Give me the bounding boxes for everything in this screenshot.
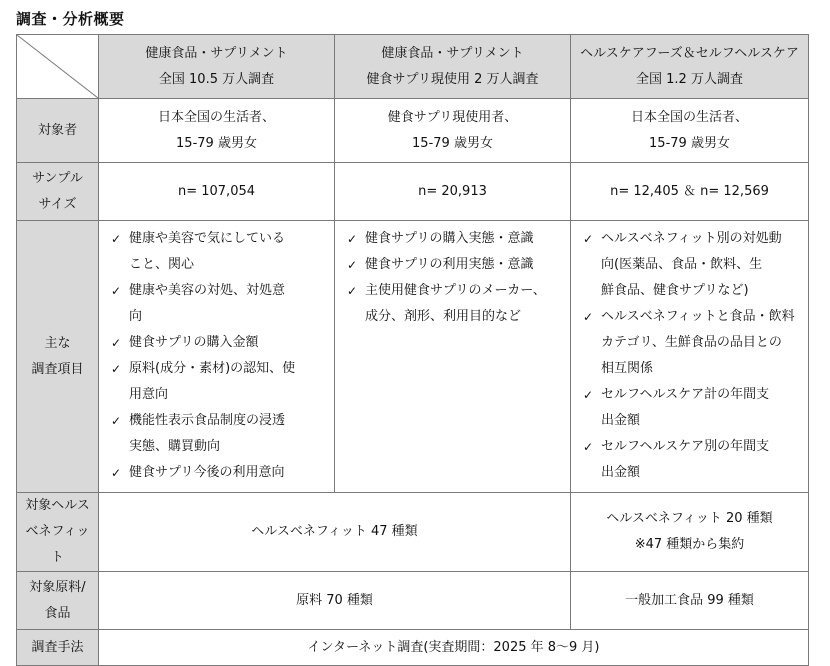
check-icon: ✓: [583, 440, 594, 454]
cell-line: 15-79 歳男女: [412, 135, 493, 151]
column-header-current-users: [335, 35, 571, 99]
survey-item-text: 鮮食品、健食サプリなど): [601, 283, 749, 298]
material-row: [17, 572, 809, 630]
cell-line: ヘルスベネフィット 20 種類: [606, 511, 773, 526]
column-header-healthcare-foods: [571, 35, 809, 99]
check-icon: ✓: [583, 232, 594, 246]
row-header-material: [17, 572, 99, 630]
cell-line: ※47 種類から集約: [634, 537, 745, 552]
benefit-cell-3: [571, 493, 809, 572]
check-icon: ✓: [347, 258, 358, 272]
survey-item-text: 向: [129, 309, 143, 324]
row-header-line: 主な: [44, 335, 71, 351]
row-header-benefit: [17, 493, 99, 572]
row-header-line: 調査項目: [31, 361, 84, 377]
check-icon: ✓: [111, 284, 122, 298]
method-row: [17, 630, 809, 666]
column-header-line2: 全国 1.2 万人調査: [636, 71, 743, 87]
survey-item: [579, 226, 800, 304]
diagonal-line: [17, 35, 98, 98]
cell-line: 健食サプリ現使用者、: [387, 109, 518, 125]
survey-item-text: 健食サプリの利用実態・意識: [365, 257, 534, 272]
check-icon: ✓: [111, 232, 122, 246]
column-header-line1: 健康食品・サプリメント: [145, 45, 288, 61]
sample-cell-3: n= 12,405 ＆ n= 12,569: [571, 163, 809, 221]
sample-cell-2: n= 20,913: [335, 163, 571, 221]
cell-line: 15-79 歳男女: [649, 135, 730, 151]
row-header-line: 食品: [44, 605, 71, 621]
survey-item-text: カテゴリ、生鮮食品の品目との: [601, 335, 782, 350]
survey-item-text: 成分、剤形、利用目的など: [365, 309, 522, 324]
survey-item-text: 出金額: [601, 413, 641, 428]
survey-item: [343, 252, 562, 278]
survey-item: [107, 226, 326, 278]
check-icon: ✓: [111, 414, 122, 428]
cell-line: 15-79 歳男女: [176, 135, 257, 151]
benefit-row: [17, 493, 809, 572]
row-header-method: 調査手法: [17, 630, 99, 666]
survey-item-text: セルフヘルスケア別の年間支: [601, 439, 770, 454]
row-header-line: 対象ヘルス: [25, 498, 90, 513]
sample-row: [17, 163, 809, 221]
target-cell-3: [571, 99, 809, 163]
survey-item-text: 主使用健食サプリのメーカー、: [365, 283, 546, 298]
survey-item: [343, 278, 562, 330]
cell-line: 日本全国の生活者、: [157, 109, 275, 125]
survey-item-text: 向(医薬品、食品・飲料、生: [601, 257, 763, 272]
target-cell-1: [99, 99, 335, 163]
row-header-line: サンプル: [32, 170, 83, 186]
survey-item-text: 実態、購買動向: [129, 439, 221, 454]
row-header-line: 対象原料/: [29, 579, 86, 595]
row-header-sample: [17, 163, 99, 221]
survey-item-text: ヘルスベネフィット別の対処動: [601, 231, 782, 246]
items-cell-3: [571, 221, 809, 493]
survey-item: [107, 356, 326, 408]
survey-item: [579, 382, 800, 434]
check-icon: ✓: [583, 310, 594, 324]
check-icon: ✓: [111, 466, 122, 480]
survey-item-text: 機能性表示食品制度の浸透: [129, 413, 286, 428]
sample-cell-1: n= 107,054: [99, 163, 335, 221]
survey-item-text: 健康や美容の対処、対処意: [129, 283, 286, 298]
check-icon: ✓: [347, 232, 358, 246]
page-title: 調査・分析概要: [16, 10, 125, 28]
row-header-target: 対象者: [17, 99, 99, 163]
survey-item-text: 健食サプリの購入実態・意識: [365, 231, 534, 246]
survey-item-list: [107, 226, 326, 486]
items-cell-1: [99, 221, 335, 493]
survey-item: [107, 278, 326, 330]
survey-item-text: 健康や美容で気にしている: [129, 231, 286, 246]
survey-item-text: 健食サプリの購入金額: [129, 335, 259, 350]
benefit-cell-merged: ヘルスベネフィット 47 種類: [99, 493, 571, 572]
target-cell-2: [335, 99, 571, 163]
corner-cell: [17, 35, 99, 99]
items-cell-2: [335, 221, 571, 493]
survey-item: [579, 434, 800, 486]
target-row: [17, 99, 809, 163]
survey-item-text: こと、関心: [129, 257, 195, 272]
survey-item: [107, 330, 326, 356]
check-icon: ✓: [583, 388, 594, 402]
check-icon: ✓: [111, 336, 122, 350]
header-row: [17, 35, 809, 99]
survey-item-text: ヘルスベネフィットと食品・飲料: [601, 309, 795, 324]
survey-item: [107, 408, 326, 460]
row-header-line: ベネフィット: [25, 524, 90, 565]
survey-item-text: 相互関係: [601, 361, 654, 376]
survey-overview-table: [16, 34, 809, 666]
column-header-line1: 健康食品・サプリメント: [381, 45, 524, 61]
survey-item: [107, 460, 326, 486]
column-header-line2: 全国 10.5 万人調査: [158, 71, 275, 87]
items-row: [17, 221, 809, 493]
column-header-nationwide: [99, 35, 335, 99]
survey-item-text: 原料(成分・素材)の認知、使: [129, 361, 296, 376]
column-header-line2: 健食サプリ現使用 2 万人調査: [366, 71, 539, 87]
survey-item-text: 用意向: [129, 387, 169, 402]
row-header-items: [17, 221, 99, 493]
survey-item: [579, 304, 800, 382]
check-icon: ✓: [347, 284, 358, 298]
row-header-line: サイズ: [38, 196, 77, 212]
survey-item-list: [343, 226, 562, 330]
cell-line: 日本全国の生活者、: [630, 109, 748, 125]
check-icon: ✓: [111, 362, 122, 376]
survey-item-text: セルフヘルスケア計の年間支: [601, 387, 770, 402]
survey-item-text: 健食サプリ今後の利用意向: [129, 465, 285, 480]
column-header-line1: ヘルスケアフーズ＆セルフヘルスケア: [580, 45, 799, 61]
method-cell: インターネット調査(実査期間：2025 年 8～9 月): [99, 630, 809, 666]
survey-item: [343, 226, 562, 252]
survey-item-text: 出金額: [601, 465, 641, 480]
survey-item-list: [579, 226, 800, 486]
material-cell-3: 一般加工食品 99 種類: [571, 572, 809, 630]
material-cell-merged: 原料 70 種類: [99, 572, 571, 630]
